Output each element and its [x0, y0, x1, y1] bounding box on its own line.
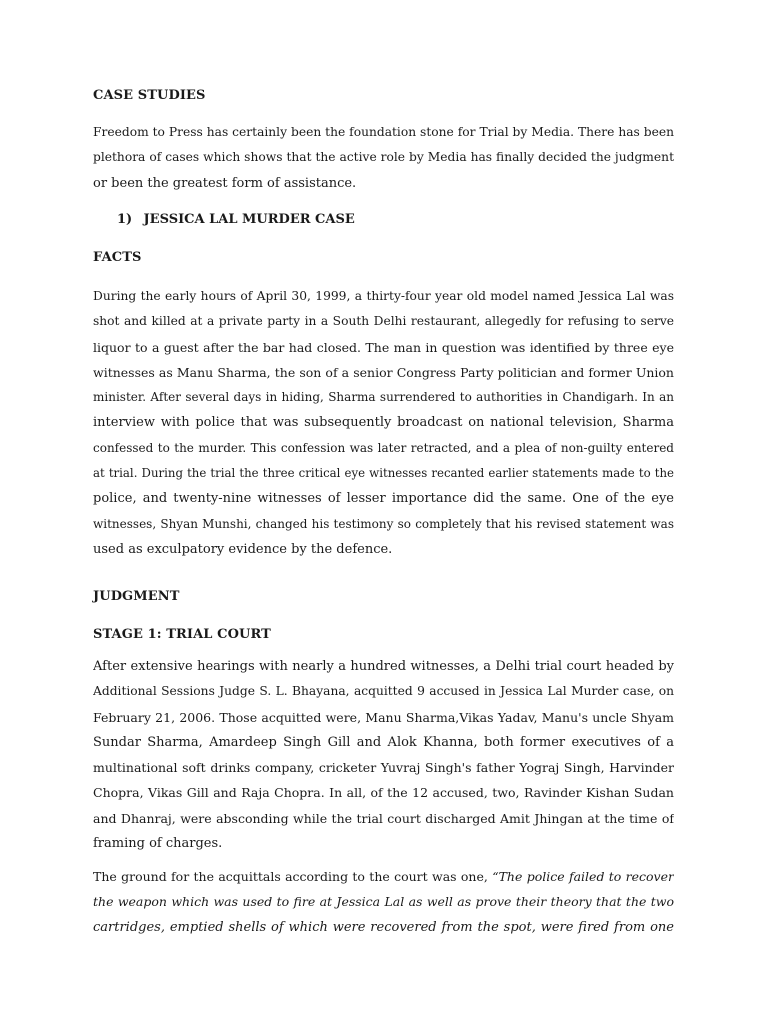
intro-line: or been the greatest form of assistance. — [93, 175, 357, 191]
stage1-line: After extensive hearings with nearly a hundred witnesses, a Delhi trial court headed by — [93, 659, 674, 674]
section-heading-facts: FACTS — [93, 250, 142, 265]
ground-quote-start: “The police failed to recover — [492, 869, 674, 884]
stage1-line: Additional Sessions Judge S. L. Bhayana, acquitted 9 accused in Jessica Lal Murder case, on — [93, 684, 674, 699]
facts-line: interview with police that was subsequently broadcast on national television, Sharma — [93, 415, 674, 431]
case-item-title: JESSICA LAL MURDER CASE — [143, 212, 355, 227]
stage1-line: Sundar Sharma, Amardeep Singh Gill and Alok Khanna, both former executives of a — [93, 734, 674, 750]
stage1-line: multinational soft drinks company, cricketer Yuvraj Singh's father Yograj Singh, Harvinder — [93, 760, 674, 776]
section-heading-judgment: JUDGMENT — [93, 589, 180, 604]
facts-line: shot and killed at a private party in a South Delhi restaurant, allegedly for refusing to serve — [93, 314, 674, 329]
facts-line: confessed to the murder. This confession was later retracted, and a plea of non-guilty entered — [93, 440, 674, 455]
stage1-line: Chopra, Vikas Gill and Raja Chopra. In all, of the 12 accused, two, Ravinder Kishan Sudan — [93, 785, 674, 801]
stage1-line: February 21, 2006. Those acquitted were, Manu Sharma,Vikas Yadav, Manu's uncle Shyam — [93, 709, 674, 725]
facts-line: During the early hours of April 30, 1999, a thirty-four year old model named Jessica Lal was — [93, 289, 674, 303]
section-heading-case-studies: CASE STUDIES — [93, 88, 206, 103]
ground-quote-line: cartridges, emptied shells of which were recovered from the spot, were fired from one — [93, 919, 674, 935]
facts-line: at trial. During the trial the three critical eye witnesses recanted earlier statements made to the — [93, 466, 674, 481]
stage1-line: and Dhanraj, were absconding while the trial court discharged Amit Jhingan at the time of — [93, 810, 674, 826]
stage1-paragraph — [93, 654, 674, 856]
intro-line: plethora of cases which shows that the active role by Media has finally decided the judgment — [93, 150, 674, 165]
facts-line: witnesses, Shyan Munshi, changed his testimony so completely that his revised statement was — [93, 516, 674, 531]
ground-paragraph — [93, 864, 674, 940]
intro-line: Freedom to Press has certainly been the foundation stone for Trial by Media. There has been — [93, 125, 674, 139]
intro-paragraph — [93, 120, 674, 196]
facts-line: witnesses as Manu Sharma, the son of a senior Congress Party politician and former Union — [93, 364, 674, 380]
facts-paragraph — [93, 284, 674, 562]
ground-lead-in: The ground for the acquittals according to the court was one, — [93, 869, 493, 884]
stage1-line: framing of charges. — [93, 836, 223, 852]
ground-line — [93, 864, 674, 889]
case-item-heading — [117, 212, 355, 228]
facts-line: minister. After several days in hiding, Sharma surrendered to authorities in Chandigarh. In an — [93, 390, 674, 405]
case-item-number: 1) — [117, 212, 133, 227]
facts-line: police, and twenty-nine witnesses of lesser importance did the same. One of the eye — [93, 491, 674, 507]
section-heading-stage1: STAGE 1: TRIAL COURT — [93, 627, 271, 642]
facts-line: liquor to a guest after the bar had closed. The man in question was identified by three eye — [93, 339, 674, 355]
facts-line: used as exculpatory evidence by the defence. — [93, 541, 393, 557]
ground-quote-line: the weapon which was used to fire at Jessica Lal as well as prove their theory that the two — [93, 894, 674, 910]
